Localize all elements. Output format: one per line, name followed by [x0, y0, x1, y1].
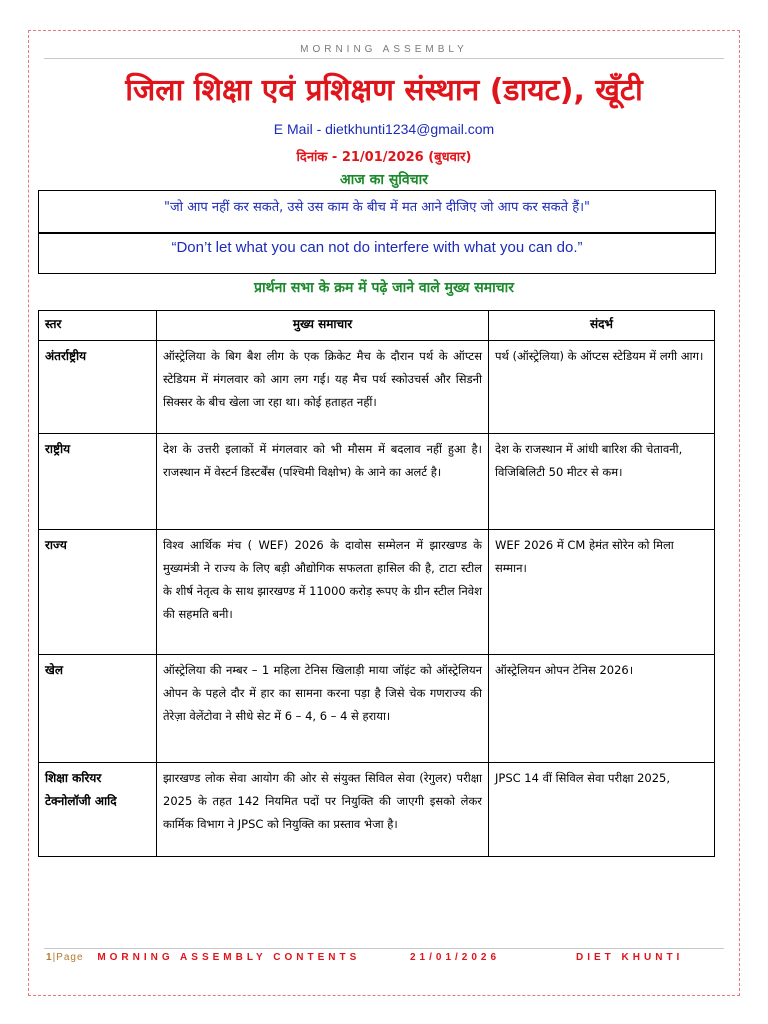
footer-contents: MORNING ASSEMBLY CONTENTS: [97, 952, 361, 963]
table-row: [39, 655, 715, 763]
row-reference: देश के राजस्थान में आंधी बारिश की चेतावनी, विजिबिलिटी 50 मीटर से कम।: [489, 434, 715, 530]
thought-divider: [39, 232, 715, 234]
row-news: ऑस्ट्रेलिया के बिग बैश लीग के एक क्रिकेट मैच के दौरान पर्थ के ऑप्टस स्टेडियम में मंगलवार को आग लग गई। यह मैच पर्थ स्कोउचर्स और सिडनी सिक्सर के बीच खेला जा रहा था। कोई हताहत नहीं।: [157, 341, 489, 434]
row-level: राज्य: [39, 530, 157, 655]
row-reference: JPSC 14 वीं सिविल सेवा परीक्षा 2025,: [489, 763, 715, 857]
page-footer: [46, 952, 726, 963]
row-reference: ऑस्ट्रेलियन ओपन टेनिस 2026।: [489, 655, 715, 763]
row-level: शिक्षा करियर टेक्नोलॉजी आदि: [39, 763, 157, 857]
table-row: [39, 763, 715, 857]
row-news: देश के उत्तरी इलाकों में मंगलवार को भी मौसम में बदलाव नहीं हुआ है। राजस्थान में वेस्टर्न डिस्टर्बेंस (पश्चिमी विक्षोभ) के आने का अलर्ट है।: [157, 434, 489, 530]
row-news: ऑस्ट्रेलिया की नम्बर – 1 महिला टेनिस खिलाड़ी माया जॉइंट को ऑस्ट्रेलियन ओपन के पहले दौर में हार का सामना करना पड़ा है जिसे चेक गणराज्य की तेरेज़ा वेलेंटोवा ने सीधे सेट में 6 – 4, 6 – 4 से हराया।: [157, 655, 489, 763]
email-line: E Mail - dietkhunti1234@gmail.com: [273, 121, 495, 137]
footer-page-label: Page: [56, 952, 84, 963]
table-header-row: [39, 311, 715, 341]
row-level: राष्ट्रीय: [39, 434, 157, 530]
table-row: [39, 530, 715, 655]
table-row: [39, 434, 715, 530]
row-level: अंतर्राष्ट्रीय: [39, 341, 157, 434]
footer-date: 21/01/2026: [410, 952, 501, 963]
footer-org: DIET KHUNTI: [576, 952, 684, 963]
header-label: MORNING ASSEMBLY: [300, 44, 468, 55]
thought-box: [38, 190, 716, 274]
news-heading: प्रार्थना सभा के क्रम में पढ़े जाने वाले मुख्य समाचार: [254, 280, 514, 296]
row-reference: WEF 2026 में CM हेमंत सोरेन को मिला सम्मान।: [489, 530, 715, 655]
column-header-level: स्तर: [39, 311, 157, 341]
date-line: दिनांक - 21/01/2026 (बुधवार): [296, 150, 472, 165]
thought-hindi: "जो आप नहीं कर सकते, उसे उस काम के बीच में मत आने दीजिए जो आप कर सकते हैं।": [163, 200, 591, 215]
table-row: [39, 341, 715, 434]
row-reference: पर्थ (ऑस्ट्रेलिया) के ऑप्टस स्टेडियम में लगी आग।: [489, 341, 715, 434]
page-title: जिला शिक्षा एवं प्रशिक्षण संस्थान (डायट), खूँटी: [125, 73, 643, 108]
row-level: खेल: [39, 655, 157, 763]
row-news: विश्व आर्थिक मंच ( WEF) 2026 के दावोस सम्मेलन में झारखण्ड के मुख्यमंत्री ने राज्य के लिए बड़ी औद्योगिक सफलता हासिल की है, टाटा स्टील के शीर्ष नेतृत्व के साथ झारखण्ड में 11000 करोड़ रूपए के ग्रीन स्टील निवेश की सहमति बनी।: [157, 530, 489, 655]
footer-divider: [44, 948, 724, 949]
column-header-news: मुख्य समाचार: [157, 311, 489, 341]
row-news: झारखण्ड लोक सेवा आयोग की ओर से संयुक्त सिविल सेवा (रेगुलर) परीक्षा 2025 के तहत 142 नियमित पदों पर नियुक्ति की जाएगी इसको लेकर कार्मिक विभाग ने JPSC को नियुक्ति का प्रस्ताव भेजा है।: [157, 763, 489, 857]
column-header-reference: संदर्भ: [489, 311, 715, 341]
thought-english: “Don’t let what you can not do interfere with what you can do.”: [171, 239, 583, 256]
news-table: [38, 310, 715, 857]
footer-page-info: 1|Page: [46, 952, 84, 963]
thought-heading: आज का सुविचार: [340, 172, 428, 188]
header-divider: [44, 58, 724, 59]
footer-page-number: 1: [46, 952, 53, 963]
